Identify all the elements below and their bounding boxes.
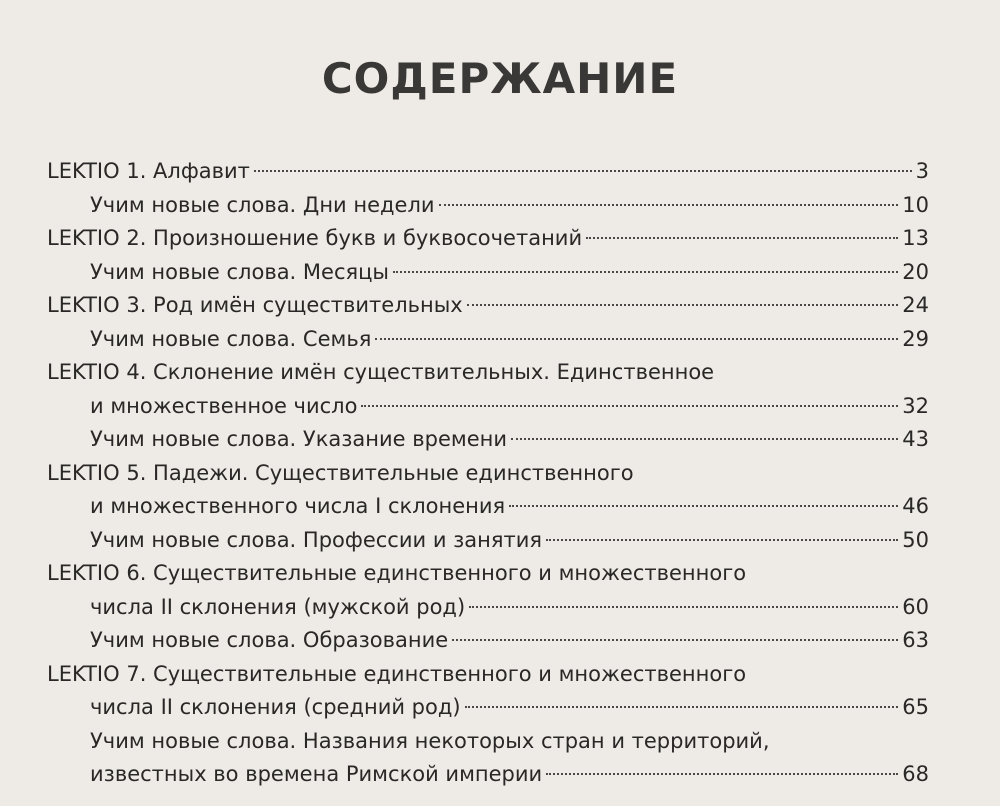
toc-entry	[47, 591, 929, 625]
dot-leader	[546, 773, 898, 775]
dot-leader	[393, 271, 898, 273]
toc-entry	[47, 356, 929, 390]
dot-leader	[586, 237, 898, 239]
toc-entry	[47, 323, 929, 357]
toc-entry-title: Учим новые слова. Семья	[90, 326, 372, 351]
toc-entry-page-number: 13	[902, 226, 929, 250]
toc-entry	[47, 423, 929, 457]
dot-leader	[509, 505, 898, 507]
toc-entry-title: числа II склонения (средний род)	[90, 695, 461, 719]
toc-entry-page-number: 50	[902, 527, 929, 552]
toc-entry	[47, 222, 929, 256]
toc-entry-title: и множественного числа I склонения	[90, 494, 506, 518]
toc-entry-title: и множественное число	[90, 393, 358, 418]
toc-entry-title: LEKTIO 2. Произношение букв и буквосочетаний	[47, 226, 583, 250]
dot-leader	[361, 405, 898, 407]
toc-entry-title: Учим новые слова. Профессии и занятия	[90, 527, 543, 552]
dot-leader	[467, 304, 899, 306]
toc-entry-page-number: 46	[902, 494, 929, 518]
table-of-contents	[47, 155, 929, 792]
dot-leader	[511, 438, 898, 440]
toc-entry	[47, 658, 929, 692]
toc-entry	[47, 289, 929, 323]
toc-entry-page-number: 43	[902, 427, 929, 451]
toc-entry-title: числа II склонения (мужской род)	[90, 594, 466, 619]
toc-entry	[47, 725, 929, 759]
toc-entry-page-number: 63	[902, 628, 929, 652]
toc-entry	[47, 155, 929, 189]
dot-leader	[452, 639, 898, 641]
toc-entry-title: Учим новые слова. Образование	[90, 628, 449, 652]
toc-entry	[47, 390, 929, 424]
toc-entry-page-number: 20	[902, 259, 929, 284]
toc-entry-page-number: 29	[902, 326, 929, 351]
toc-entry-title: LEKTIO 7. Существительные единственного и множественного	[47, 661, 747, 686]
toc-entry-page-number: 68	[902, 762, 929, 786]
dot-leader	[546, 539, 898, 541]
page-title: СОДЕРЖАНИЕ	[321, 54, 679, 103]
toc-entry-page-number: 65	[902, 695, 929, 719]
toc-entry	[47, 490, 929, 524]
toc-entry-title: LEKTIO 6. Существительные единственного и множественного	[47, 561, 747, 585]
dot-leader	[254, 170, 912, 172]
toc-entry-title: известных во времена Римской империи	[90, 762, 543, 786]
toc-entry-title: LEKTIO 4. Склонение имён существительных. Единственное	[47, 360, 715, 384]
toc-entry-title: LEKTIO 5. Падежи. Существительные единственного	[47, 460, 634, 485]
toc-entry	[47, 189, 929, 223]
toc-entry-page-number: 3	[915, 159, 929, 183]
toc-entry	[47, 256, 929, 290]
toc-entry	[47, 624, 929, 658]
toc-entry-page-number: 32	[902, 393, 929, 418]
toc-entry-title: LEKTIO 3. Род имён существительных	[47, 293, 463, 317]
toc-entry	[47, 758, 929, 792]
toc-entry-page-number: 24	[902, 293, 929, 317]
toc-entry-page-number: 60	[902, 594, 929, 619]
toc-entry-title: Учим новые слова. Месяцы	[90, 259, 390, 284]
toc-entry	[47, 691, 929, 725]
toc-entry-title: Учим новые слова. Названия некоторых стран и территорий,	[90, 728, 770, 753]
toc-entry-title: LEKTIO 1. Алфавит	[47, 159, 250, 183]
dot-leader	[465, 706, 899, 708]
dot-leader	[375, 338, 898, 340]
toc-entry-page-number: 10	[902, 192, 929, 217]
toc-entry	[47, 557, 929, 591]
toc-entry-title: Учим новые слова. Дни недели	[90, 192, 435, 217]
toc-entry-title: Учим новые слова. Указание времени	[90, 427, 508, 451]
dot-leader	[469, 606, 898, 608]
toc-entry	[47, 457, 929, 491]
dot-leader	[439, 204, 899, 206]
toc-entry	[47, 524, 929, 558]
